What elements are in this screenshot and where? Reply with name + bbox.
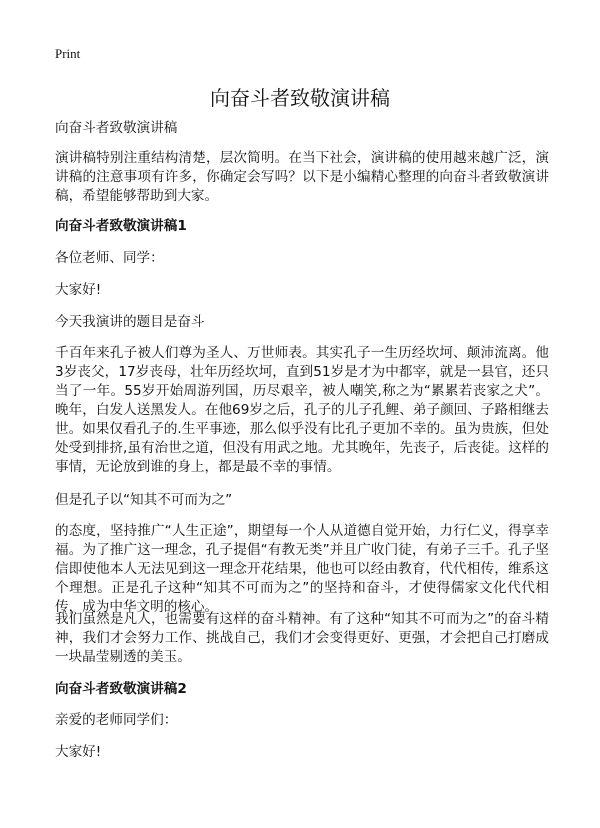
section2-hello: 大家好! xyxy=(55,744,102,760)
section1-hello: 大家好! xyxy=(55,282,102,298)
section1-heading: 向奋斗者致敬演讲稿1 xyxy=(55,218,187,234)
section1-greeting: 各位老师、同学： xyxy=(55,250,164,266)
section1-paragraph-4: 我们虽然是凡人，也需要有这样的奋斗精神。有了这种“知其不可而为之”的奋斗精神，我们才会努力工作、挑战自己，我们才会变得更好、更强，才会把自己打磨成一块晶莹剔透的美玉。 xyxy=(55,611,549,665)
subtitle: 向奋斗者致敬演讲稿 xyxy=(55,120,178,136)
section1-paragraph-2: 但是孔子以“知其不可而为之” xyxy=(55,492,233,508)
section1-paragraph-1: 千百年来孔子被人们尊为圣人、万世师表。其实孔子一生历经坎坷、颠沛流离。他3岁丧父，17岁丧母，壮年历经坎坷，直到51岁是才为中都宰，就是一县官，还只当了一年。55岁开始周游列国，历尽艰辛，被人嘲笑,称之为“累累若丧家之犬”。晚年，白发人送黑发人。在他69岁之后，孔子的儿子孔鲤、弟子颜回、子路相继去世。如果仅看孔子的.生平事迹，那么似乎没有比孔子更加不幸的。虽为贵族，但处处受到排挤,虽有治世之道，但没有用武之地。尤其晚年，先丧子，后丧徒。这样的事情，无论放到谁的身上，都是最不幸的事情。 xyxy=(55,345,549,475)
section2-heading: 向奋斗者致敬演讲稿2 xyxy=(55,681,187,697)
page-title: 向奋斗者致敬演讲稿 xyxy=(210,86,390,110)
intro-paragraph: 演讲稿特别注重结构清楚，层次简明。在当下社会，演讲稿的使用越来越广泛，演讲稿的注意事项有许多，你确定会写吗？以下是小编精心整理的向奋斗者致敬演讲稿，希望能够帮助到大家。 xyxy=(55,150,549,204)
print-link[interactable]: Print xyxy=(55,46,81,61)
section1-topic: 今天我演讲的题目是奋斗 xyxy=(55,314,205,330)
section2-greeting: 亲爱的老师同学们： xyxy=(55,712,178,728)
section1-paragraph-3: 的态度，坚持推广“人生正途”，期望每一个人从道德自觉开始，力行仁义，得享幸福。为了推广这一理念，孔子提倡“有教无类”并且广收门徒，有弟子三千。孔子坚信即使他本人无法见到这一理念开花结果，他也可以经由教育，代代相传，维系这个理想。正是孔子这种“知其不可而为之”的坚持和奋斗，才使得儒家文化代代相传，成为中华文明的核心。 xyxy=(55,523,549,615)
